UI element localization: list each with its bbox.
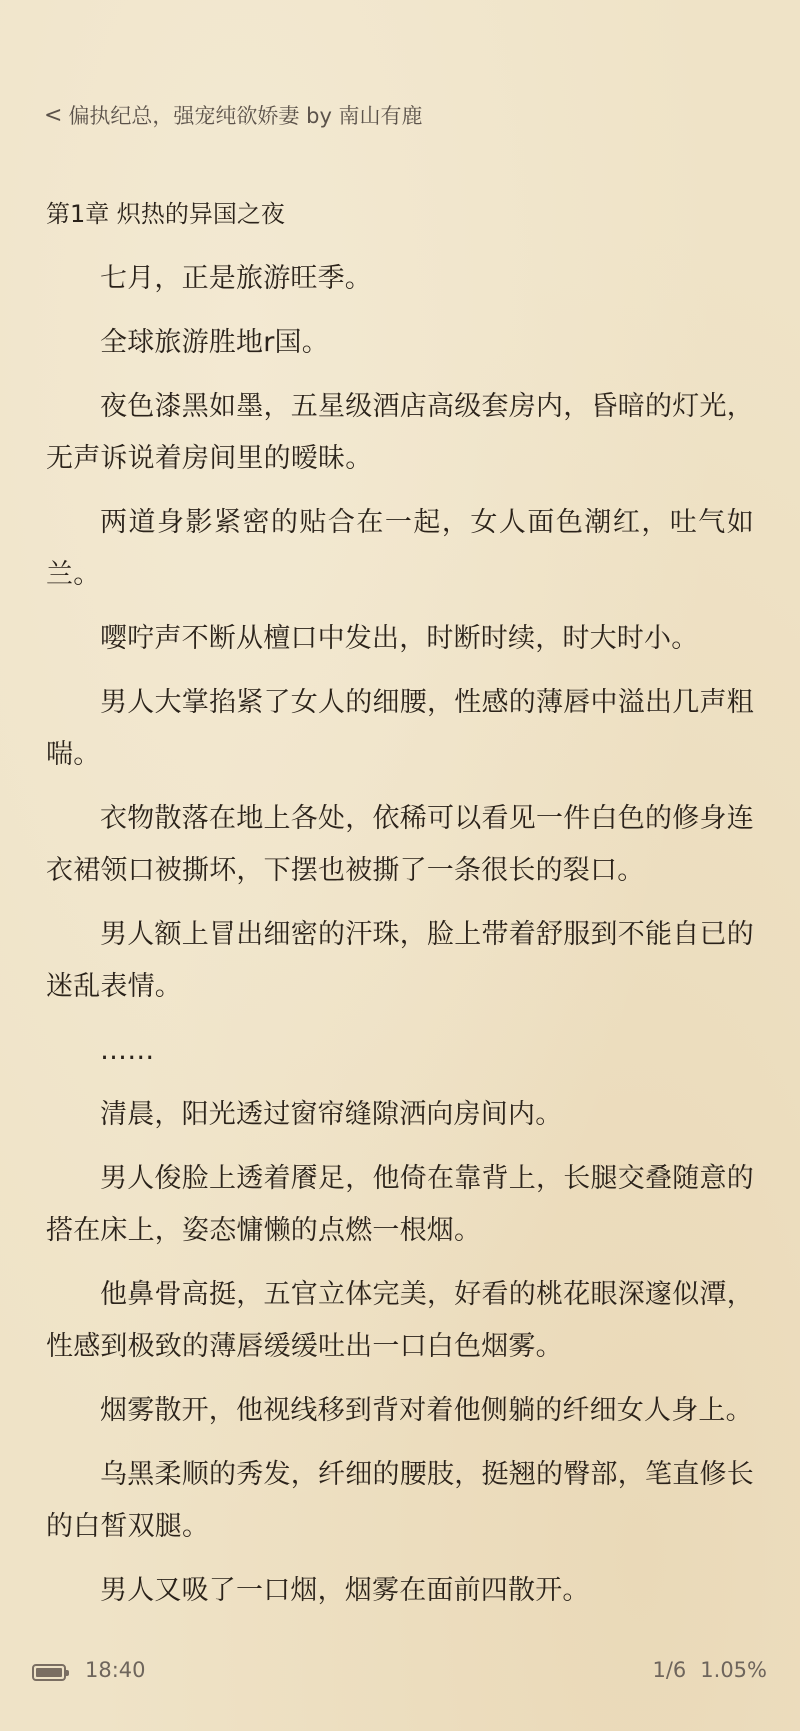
clock-time: 18:40	[85, 1658, 146, 1682]
paragraph: 夜色漆黑如墨，五星级酒店高级套房内，昏暗的灯光，无声诉说着房间里的暧昧。	[46, 391, 754, 474]
chapter-title: 第1章 炽热的异国之夜	[46, 200, 285, 228]
reader-header	[44, 100, 423, 130]
status-footer	[0, 1658, 800, 1688]
paragraph: 他鼻骨高挺，五官立体完美，好看的桃花眼深邃似潭，性感到极致的薄唇缓缓吐出一口白色烟雾。	[46, 1279, 754, 1362]
paragraph: 男人俊脸上透着餍足，他倚在靠背上，长腿交叠随意的搭在床上，姿态慵懒的点燃一根烟。	[46, 1163, 754, 1246]
book-title[interactable]: 偏执纪总，强宠纯欲娇妻 by 南山有鹿	[68, 104, 423, 128]
paragraph: 清晨，阳光透过窗帘缝隙洒向房间内。	[100, 1099, 563, 1130]
percent-indicator: 1.05%	[700, 1658, 767, 1682]
chapter-content[interactable]	[46, 253, 754, 1629]
reading-progress	[652, 1658, 767, 1682]
paragraph: 两道身影紧密的贴合在一起，女人面色潮红，吐气如兰。	[46, 507, 754, 590]
paragraph: 衣物散落在地上各处，依稀可以看见一件白色的修身连衣裙领口被撕坏，下摆也被撕了一条很长的裂口。	[46, 803, 754, 886]
paragraph: 男人额上冒出细密的汗珠，脸上带着舒服到不能自已的迷乱表情。	[46, 919, 754, 1002]
paragraph: 嘤咛声不断从檀口中发出，时断时续，时大时小。	[100, 623, 699, 654]
chevron-left-icon[interactable]: <	[44, 102, 63, 128]
paragraph: 全球旅游胜地r国。	[100, 327, 329, 358]
paragraph: 乌黑柔顺的秀发，纤细的腰肢，挺翘的臀部，笔直修长的白皙双腿。	[46, 1459, 754, 1542]
battery-icon	[32, 1664, 66, 1681]
page-indicator: 1/6	[652, 1658, 687, 1682]
paragraph: 烟雾散开，他视线移到背对着他侧躺的纤细女人身上。	[100, 1395, 753, 1426]
paragraph: 男人大掌掐紧了女人的细腰，性感的薄唇中溢出几声粗喘。	[46, 687, 754, 770]
paragraph: 男人又吸了一口烟，烟雾在面前四散开。	[100, 1575, 590, 1606]
paragraph: ……	[100, 1035, 155, 1066]
paragraph: 七月，正是旅游旺季。	[100, 263, 372, 294]
